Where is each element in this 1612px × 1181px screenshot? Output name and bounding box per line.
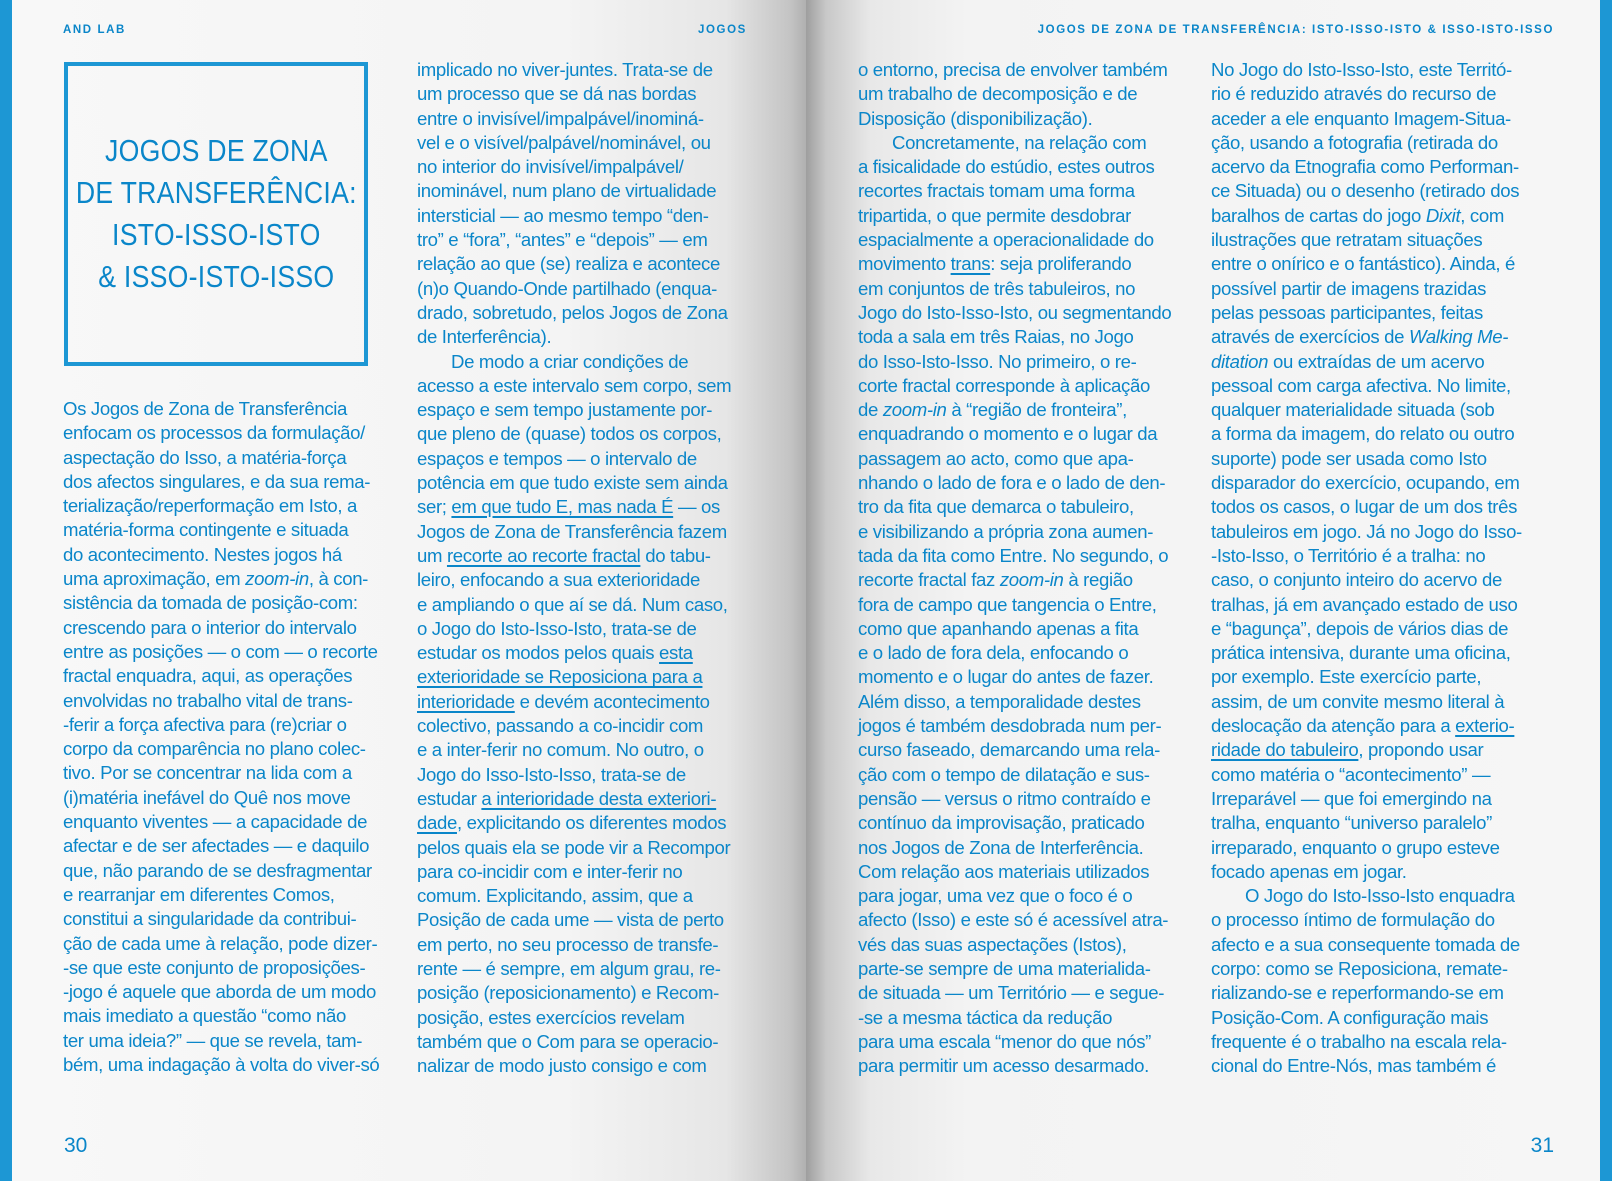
text-line: tralhas, já em avançado estado de uso bbox=[1211, 593, 1518, 615]
text-line: (i)matéria inefável do Quê nos move bbox=[63, 786, 351, 808]
text-line: Concretamente, na relação com bbox=[892, 131, 1147, 153]
right-page-edge bbox=[1600, 0, 1612, 1181]
text-line: o entorno, precisa de envolver também bbox=[858, 59, 1168, 80]
underlined-phrase: dade bbox=[417, 812, 457, 834]
text-line: tada da fita como Entre. No segundo, o bbox=[858, 544, 1169, 566]
text-line: para uma escala “menor do que nós” bbox=[858, 1030, 1151, 1052]
underlined-phrase: interioridade bbox=[417, 690, 515, 712]
text-line: rio é reduzido através do recurso de bbox=[1211, 83, 1497, 105]
text-line: fora de campo que tangencia o Entre, bbox=[858, 593, 1157, 615]
text-line: posição, estes exercícios revelam bbox=[417, 1006, 685, 1028]
text-line: constitui a singularidade da contribui- bbox=[63, 908, 357, 930]
text-line bbox=[417, 665, 731, 689]
text-line: -jogo é aquele que aborda de um modo bbox=[63, 981, 377, 1003]
text-line: e o lado de fora dela, enfocando o bbox=[858, 642, 1129, 664]
text-line: afecto (Isso) e este só é acessível atra- bbox=[858, 909, 1169, 931]
emphasis: zoom-in bbox=[882, 399, 947, 421]
text-line: estudar a interioridade desta exteriori- bbox=[417, 787, 717, 809]
text-line: drado, sobretudo, pelos Jogos de Zona bbox=[417, 301, 728, 323]
text-line: implicado no viver-juntes. Trata-se de bbox=[417, 59, 713, 80]
text-line: afecto e a sua consequente tomada de bbox=[1211, 933, 1520, 955]
emphasis: zoom-in bbox=[245, 568, 309, 590]
text-line: assim, de um convite mesmo literal à bbox=[1211, 690, 1505, 712]
text-line: e ampliando o que aí se dá. Num caso, bbox=[417, 593, 728, 615]
text-line: Jogos de Zona de Transferência fazem bbox=[417, 520, 727, 542]
text-line: toda a sala em três Raias, no Jogo bbox=[858, 326, 1134, 348]
text-line: nhando o lado de fora e o lado de den- bbox=[858, 472, 1166, 494]
text-line: afectar e de ser afectades — e daquilo bbox=[63, 835, 370, 857]
text-line: que, não parando de se desfragmentar bbox=[63, 859, 372, 881]
text-line: também que o Com para se operacio- bbox=[417, 1030, 719, 1052]
text-line: mais imediato a questão “como não bbox=[63, 1005, 347, 1027]
running-head-left: AND LAB bbox=[63, 24, 126, 36]
title-frame bbox=[64, 62, 368, 366]
text-line: irreparado, enquanto o grupo esteve bbox=[1211, 836, 1500, 858]
text-line: prática intensiva, durante uma oficina, bbox=[1211, 642, 1511, 664]
text-line: Com relação aos materiais utilizados bbox=[858, 860, 1150, 882]
text-line: enquadrando o momento e o lugar da bbox=[858, 423, 1158, 445]
text-line: pelos quais ela se pode vir a Recompor bbox=[417, 836, 731, 858]
text-line: ção com o tempo de dilatação e sus- bbox=[858, 763, 1150, 785]
text-line: um recorte ao recorte fractal do tabu- bbox=[417, 544, 711, 566]
text-line: bém, uma indagação à volta do viver-só bbox=[63, 1054, 380, 1076]
title-line: ISTO-ISSO-ISTO bbox=[111, 217, 321, 252]
text-line: matéria-forma contingente e situada bbox=[63, 519, 349, 541]
text-line: enfocam os processos da formulação/ bbox=[63, 422, 365, 444]
text-line: enquanto viventes — a capacidade de bbox=[63, 811, 368, 833]
text-line: de situada — um Território — e segue- bbox=[858, 982, 1165, 1004]
text-line: suporte) pode ser usada como Isto bbox=[1211, 447, 1487, 469]
text-line: inominável, num plano de virtualidade bbox=[417, 180, 717, 202]
text-line: movimento trans: seja proliferando bbox=[858, 253, 1132, 275]
text-line: para co-incidir com e inter-ferir no bbox=[417, 860, 683, 882]
text-line: ridade do tabuleiro, propondo usar bbox=[1211, 739, 1484, 761]
text-line: pelas pessoas participantes, feitas bbox=[1211, 301, 1483, 323]
right-page bbox=[806, 0, 1612, 1181]
text-line: espaços e tempos — o intervalo de bbox=[417, 447, 697, 469]
text-line: que pleno de (quase) todos os corpos, bbox=[417, 423, 722, 445]
text-line: Posição de cada ume — vista de perto bbox=[417, 909, 724, 931]
text-line: nalizar de modo justo consigo e com bbox=[417, 1055, 707, 1077]
text-line: recorte fractal faz zoom-in à região bbox=[858, 569, 1133, 591]
text-line: ção de cada ume à relação, pode dizer- bbox=[63, 932, 378, 954]
underlined-phrase: trans bbox=[950, 253, 991, 275]
text-line: -ferir a força afectiva para (re)criar o bbox=[63, 713, 347, 735]
text-line: acesso a este intervalo sem corpo, sem bbox=[417, 374, 732, 396]
text-line: -Isto-Isso, o Território é a tralha: no bbox=[1211, 544, 1486, 566]
text-line: Os Jogos de Zona de Transferência bbox=[63, 398, 348, 419]
text-line: tabuleiros em jogo. Já no Jogo do Isso- bbox=[1211, 520, 1522, 542]
text-line: Posição-Com. A configuração mais bbox=[1211, 1006, 1489, 1028]
title-line: JOGOS DE ZONA bbox=[104, 133, 328, 168]
text-line: momento e o lugar do antes de fazer. bbox=[858, 666, 1154, 688]
underlined-phrase: ridade do tabuleiro bbox=[1211, 739, 1359, 761]
text-line: recortes fractais tomam uma forma bbox=[858, 180, 1135, 202]
text-line: rializando-se e reperformando-se em bbox=[1211, 982, 1504, 1004]
text-line: entre o onírico e o fantástico). Ainda, é bbox=[1211, 253, 1516, 275]
chapter-title bbox=[76, 130, 357, 298]
text-line: No Jogo do Isto-Isso-Isto, este Territó- bbox=[1211, 59, 1512, 80]
text-line: aspectação do Isso, a matéria-força bbox=[63, 446, 347, 468]
underlined-phrase: a interioridade desta exteriori- bbox=[481, 787, 717, 809]
text-column-3 bbox=[858, 58, 1171, 1078]
text-line: crescendo para o interior do intervalo bbox=[63, 616, 357, 638]
text-line: tralha, enquanto “universo paralelo” bbox=[1211, 812, 1492, 834]
emphasis: Walking Me- bbox=[1408, 326, 1509, 348]
text-line: e visibilizando a própria zona aumen- bbox=[858, 520, 1154, 542]
text-line: Além disso, a temporalidade destes bbox=[858, 690, 1141, 712]
text-line: nos Jogos de Zona de Interferência. bbox=[858, 836, 1144, 858]
page-number-right: 31 bbox=[1530, 1134, 1554, 1157]
text-line: para jogar, uma vez que o foco é o bbox=[858, 885, 1133, 907]
title-line: DE TRANSFERÊNCIA: bbox=[75, 175, 357, 210]
text-line: em conjuntos de três tabuleiros, no bbox=[858, 277, 1136, 299]
text-line: intersticial — ao mesmo tempo “den- bbox=[417, 204, 709, 226]
text-line: tro” e “fora”, “antes” e “depois” — em bbox=[417, 229, 708, 251]
emphasis: Dixit bbox=[1425, 204, 1461, 226]
text-line: como que apanhando apenas a fita bbox=[858, 617, 1139, 639]
text-line: passagem ao acto, como que apa- bbox=[858, 447, 1134, 469]
text-line: vés das suas aspectações (Istos), bbox=[858, 933, 1127, 955]
text-line: corte fractal corresponde à aplicação bbox=[858, 374, 1150, 396]
text-line: corpo da comparência no plano colec- bbox=[63, 738, 366, 760]
text-line: ter uma ideia?” — que se revela, tam- bbox=[63, 1029, 363, 1051]
text-line: fractal enquadra, aqui, as operações bbox=[63, 665, 353, 687]
text-line: relação ao que (se) realiza e acontece bbox=[417, 253, 720, 275]
text-line: um trabalho de decomposição e de bbox=[858, 83, 1138, 105]
text-line: dade, explicitando os diferentes modos bbox=[417, 812, 727, 834]
text-line: e “bagunça”, depois de vários dias de bbox=[1211, 617, 1509, 639]
text-line: espaço e sem tempo justamente por- bbox=[417, 399, 713, 421]
text-line: Jogo do Isso-Isto-Isso, trata-se de bbox=[417, 763, 686, 785]
text-line: um processo que se dá nas bordas bbox=[417, 83, 697, 105]
text-line: contínuo da improvisação, praticado bbox=[858, 812, 1145, 834]
text-line: rente — é sempre, em algum grau, re- bbox=[417, 957, 721, 979]
text-line: sistência da tomada de posição-com: bbox=[63, 592, 358, 614]
text-line: parte-se sempre de uma materialida- bbox=[858, 957, 1151, 979]
text-line: ilustrações que retratam situações bbox=[1211, 229, 1483, 251]
text-line: deslocação da atenção para a exterio- bbox=[1211, 715, 1515, 737]
text-line: disparador do exercício, ocupando, em bbox=[1211, 472, 1520, 494]
text-line: dos afectos singulares, e da sua rema- bbox=[63, 470, 371, 492]
text-line: curso faseado, demarcando uma rela- bbox=[858, 739, 1160, 761]
text-line: como matéria o “acontecimento” — bbox=[1211, 763, 1491, 785]
text-line: o Jogo do Isto-Isso-Isto, trata-se de bbox=[417, 617, 697, 639]
underlined-phrase: recorte ao recorte fractal bbox=[446, 544, 641, 566]
text-line: baralhos de cartas do jogo Dixit, com bbox=[1211, 204, 1504, 226]
text-line: terialização/reperformação em Isto, a bbox=[63, 495, 357, 517]
text-line: e a inter-ferir no comum. No outro, o bbox=[417, 739, 704, 761]
text-line: no interior do invisível/impalpável/ bbox=[417, 156, 684, 178]
text-line: de Interferência). bbox=[417, 326, 552, 348]
text-line: De modo a criar condições de bbox=[451, 350, 689, 372]
section-head-left: JOGOS bbox=[698, 24, 747, 36]
text-line: leiro, enfocando a sua exterioridade bbox=[417, 569, 701, 591]
emphasis: ditation bbox=[1211, 350, 1269, 372]
text-line: caso, o conjunto inteiro do acervo de bbox=[1211, 569, 1502, 591]
text-line: tro da fita que demarca o tabuleiro, bbox=[858, 496, 1134, 518]
text-line: jogos é também desdobrada num per- bbox=[858, 715, 1162, 737]
text-line: a forma da imagem, do relato ou outro bbox=[1211, 423, 1515, 445]
text-line: corpo: como se Reposiciona, remate- bbox=[1211, 957, 1508, 979]
text-line: ser; em que tudo E, mas nada É — os bbox=[417, 496, 720, 518]
text-line: em perto, no seu processo de transfe- bbox=[417, 933, 719, 955]
underlined-phrase: esta bbox=[659, 642, 693, 664]
text-line: aceder a ele enquanto Imagem-Situa- bbox=[1211, 107, 1511, 129]
text-line: -se que este conjunto de proposições- bbox=[63, 956, 366, 978]
text-column-4 bbox=[1211, 58, 1522, 1078]
text-line: vel e o visível/palpável/nominável, ou bbox=[417, 131, 711, 153]
text-line: através de exercícios de Walking Me- bbox=[1211, 326, 1509, 348]
text-line: entre o invisível/impalpável/inominá- bbox=[417, 107, 704, 129]
text-column-2 bbox=[417, 58, 731, 1078]
text-line: tivo. Por se concentrar na lida com a bbox=[63, 762, 352, 784]
text-line: envolvidas no trabalho vital de trans- bbox=[63, 689, 353, 711]
text-line: tripartida, o que permite desdobrar bbox=[858, 204, 1132, 226]
text-line: e rearranjar em diferentes Comos, bbox=[63, 883, 335, 905]
text-line: ção, usando a fotografia (retirada do bbox=[1211, 131, 1498, 153]
text-line: comum. Explicitando, assim, que a bbox=[417, 885, 693, 907]
text-line: espacialmente a operacionalidade do bbox=[858, 229, 1154, 251]
page-number-left: 30 bbox=[64, 1134, 88, 1157]
text-line: pensão — versus o ritmo contraído e bbox=[858, 787, 1151, 809]
text-line: uma aproximação, em zoom-in, à con- bbox=[63, 568, 369, 590]
title-line: & ISSO-ISTO-ISSO bbox=[97, 259, 335, 294]
text-line: colectivo, passando a co-incidir com bbox=[417, 715, 704, 737]
underlined-phrase: exterioridade se Reposiciona para a bbox=[417, 666, 703, 688]
left-page-edge bbox=[0, 0, 12, 1181]
text-line: acervo da Etnografia como Performan- bbox=[1211, 156, 1519, 178]
text-line: possível partir de imagens trazidas bbox=[1211, 277, 1487, 299]
text-line: estudar os modos pelos quais esta bbox=[417, 642, 693, 664]
text-line: interioridade e devém acontecimento bbox=[417, 690, 710, 712]
text-line: qualquer materialidade situada (sob bbox=[1211, 399, 1495, 421]
text-line: focado apenas em jogar. bbox=[1211, 860, 1407, 882]
text-line: posição (reposicionamento) e Recom- bbox=[417, 982, 719, 1004]
text-line: do Isso-Isto-Isso. No primeiro, o re- bbox=[858, 350, 1137, 372]
text-line: de zoom-in à “região de fronteira”, bbox=[858, 399, 1127, 421]
running-head-right: JOGOS DE ZONA DE TRANSFERÊNCIA: ISTO-ISSO-ISTO & ISSO-ISTO-ISSO bbox=[1037, 24, 1554, 36]
text-line: Disposição (disponibilização). bbox=[858, 107, 1093, 129]
text-line: por exemplo. Este exercício parte, bbox=[1211, 666, 1482, 688]
underlined-phrase: em que tudo E, mas nada É bbox=[451, 496, 674, 518]
text-line: pessoal com carga afectiva. No limite, bbox=[1211, 374, 1511, 396]
text-line: Jogo do Isto-Isso-Isto, ou segmentando bbox=[858, 301, 1172, 323]
text-line: cional do Entre-Nós, mas também é bbox=[1211, 1055, 1497, 1077]
text-line: frequente é o trabalho na escala rela- bbox=[1211, 1030, 1507, 1052]
text-line: do acontecimento. Nestes jogos há bbox=[63, 543, 342, 565]
text-line: ce Situada) ou o desenho (retirado dos bbox=[1211, 180, 1520, 202]
text-line: todos os casos, o lugar de um dos três bbox=[1211, 496, 1518, 518]
text-line: O Jogo do Isto-Isso-Isto enquadra bbox=[1245, 885, 1515, 907]
emphasis: zoom-in bbox=[999, 569, 1064, 591]
text-column-1 bbox=[63, 397, 379, 1077]
text-line: (n)o Quando-Onde partilhado (enqua- bbox=[417, 277, 717, 299]
text-line: para permitir um acesso desarmado. bbox=[858, 1055, 1149, 1077]
text-line: Irreparável — que foi emergindo na bbox=[1211, 787, 1492, 809]
text-line: ditation ou extraídas de um acervo bbox=[1211, 350, 1485, 372]
underlined-phrase: exterio- bbox=[1455, 715, 1515, 737]
text-line: potência em que tudo existe sem ainda bbox=[417, 472, 728, 494]
text-line: entre as posições — o com — o recorte bbox=[63, 640, 378, 662]
text-line: -se a mesma táctica da redução bbox=[858, 1006, 1113, 1028]
text-line: a fisicalidade do estúdio, estes outros bbox=[858, 156, 1155, 178]
text-line: o processo íntimo de formulação do bbox=[1211, 909, 1495, 931]
